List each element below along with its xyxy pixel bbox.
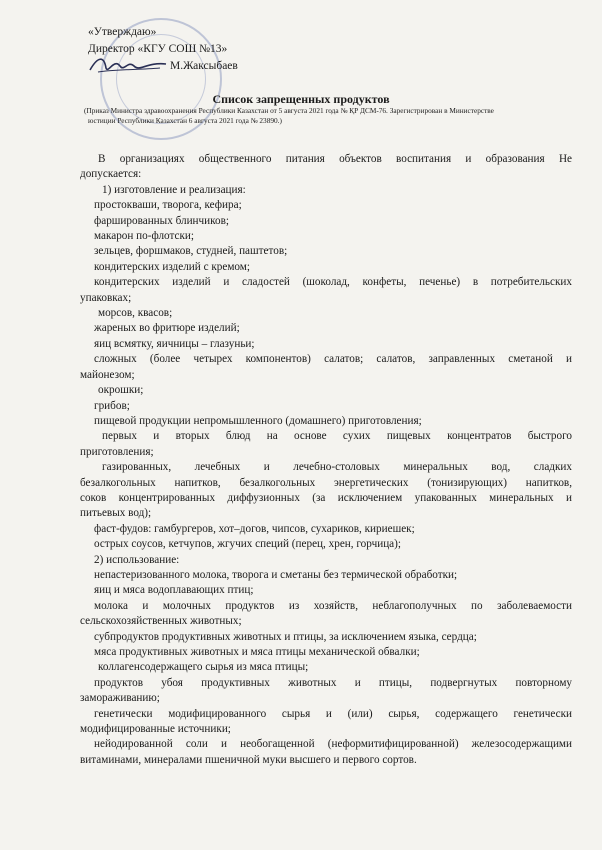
list-item: яиц всмятку, яичницы – глазуньи;: [94, 337, 255, 350]
order-line: (Приказ Министра здравоохранения Республики Казахстан от 5 августа 2021 года № ҚР ДСМ-76. Зарегистрирован в Министерстве: [84, 106, 494, 115]
list-item: жареных во фритюре изделий;: [94, 322, 240, 335]
list-item: нейодированной соли и необогащенной (неформитифицированной) железосодержащими: [94, 738, 572, 751]
list-item: непастеризованного молока, творога и сметаны без термической обработки;: [94, 568, 458, 581]
list-item: генетически модифицированного сырья и (или) сырья, содержащего генетически: [94, 707, 572, 720]
approval-name: М.Жаксыбаев: [170, 60, 238, 72]
list-item: сельскохозяйственных животных;: [80, 615, 242, 628]
order-reference: [84, 106, 572, 125]
list-item: безалкогольных напитков, безалкогольных энергетических (тонизирующих) напитков,: [80, 476, 572, 489]
list-item: мяса продуктивных животных и мяса птицы механической обвалки;: [94, 646, 420, 658]
list-item: питьевых вод);: [80, 507, 152, 520]
list-item: сложных (более четырех компонентов) салатов; салатов, заправленных сметаной и: [94, 353, 572, 366]
list-item: субпродуктов продуктивных животных и птицы, за исключением языка, сердца;: [94, 630, 477, 643]
list-item: кондитерских изделий с кремом;: [94, 260, 250, 273]
document-title: Список запрещенных продуктов: [212, 92, 390, 106]
list-item: майонезом;: [80, 368, 135, 381]
document-body: [80, 152, 572, 768]
list-item: газированных, лечебных и лечебно-столовых минеральных вод, сладких: [102, 461, 572, 474]
list-item: замораживанию;: [80, 692, 160, 705]
list-item: приготовления;: [80, 445, 154, 458]
approval-position: Директор «КГУ СОШ №13»: [88, 43, 228, 55]
list-item: пищевой продукции непромышленного (домашнего) приготовления;: [94, 414, 422, 427]
list-item: упаковках;: [80, 291, 132, 304]
section-heading: 2) использование:: [94, 553, 180, 566]
list-item: острых соусов, кетчупов, жгучих специй (перец, хрен, горчица);: [94, 538, 401, 551]
approval-block: [88, 24, 238, 75]
list-item: морсов, квасов;: [98, 307, 173, 320]
intro-line: В организациях общественного питания объектов воспитания и образования Не: [98, 153, 572, 165]
list-item: простокваши, творога, кефира;: [94, 199, 242, 212]
list-item: фаст-фудов: гамбургеров, хот–догов, чипсов, сухариков, кириешек;: [94, 522, 415, 535]
section-heading: 1) изготовление и реализация:: [102, 183, 246, 196]
approval-heading: «Утверждаю»: [88, 26, 157, 38]
list-item: модифицированные источники;: [80, 723, 231, 736]
list-item: продуктов убоя продуктивных животных и птицы, подвергнутых повторному: [94, 676, 572, 689]
list-item: окрошки;: [98, 384, 144, 397]
list-item: зельцев, форшмаков, студней, паштетов;: [94, 245, 288, 258]
list-item: коллагенсодержащего сырья из мяса птицы;: [98, 661, 309, 674]
list-item: первых и вторых блюд на основе сухих пищевых концентратов быстрого: [102, 430, 572, 443]
list-item: макарон по-флотски;: [94, 230, 194, 243]
order-line: юстиции Республики Казахстан 6 августа 2021 года № 23890.): [88, 115, 282, 125]
list-item: молока и молочных продуктов из хозяйств, неблагополучных по заболеваемости: [94, 599, 572, 612]
list-item: яиц и мяса водоплавающих птиц;: [94, 584, 254, 597]
list-item: витаминами, минералами пшеничной муки высшего и первого сортов.: [80, 753, 417, 766]
list-item: фаршированных блинчиков;: [94, 214, 230, 227]
intro-line: допускается:: [80, 168, 142, 181]
list-item: грибов;: [94, 399, 130, 412]
list-item: соков концентрированных диффузионных (за исключением упакованных минеральных и: [80, 491, 572, 504]
list-item: кондитерских изделий и сладостей (шоколад, конфеты, печенье) в потребительских: [94, 276, 572, 289]
